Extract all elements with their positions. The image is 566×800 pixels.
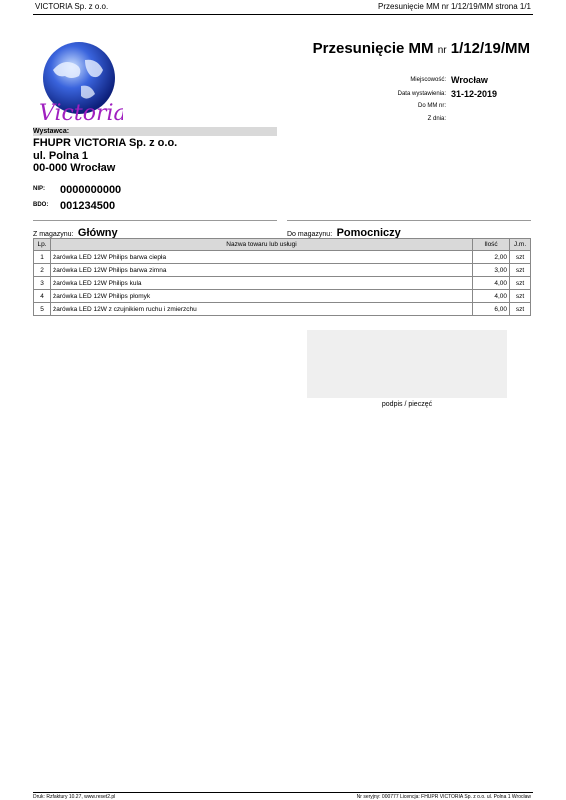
row-lp: 1 (34, 251, 51, 264)
bdo-value: 001234500 (60, 200, 116, 212)
footer-license: Nr seryjny: 000777 Licencja: FHUPR VICTORIA Sp. z o.o. ul. Polna 1 Wrocław (356, 794, 531, 800)
table-row (34, 303, 531, 316)
row-unit: szt (510, 277, 531, 290)
col-name: Nazwa towaru lub usługi (51, 239, 473, 251)
row-qty: 2,00 (473, 251, 510, 264)
row-unit: szt (510, 251, 531, 264)
divider (33, 220, 277, 221)
issuer-address (33, 137, 177, 175)
row-lp: 2 (34, 264, 51, 277)
from-day-label: Z dnia: (427, 116, 446, 122)
table-row (34, 251, 531, 264)
title-nr-label: nr (437, 45, 447, 56)
row-name: żarówka LED 12W Philips barwa ciepła (51, 251, 473, 264)
date-value: 31-12-2019 (451, 89, 498, 99)
place-label: Miejscowość: (410, 77, 446, 83)
col-lp: Lp. (34, 239, 51, 251)
col-qty: Ilość (473, 239, 510, 251)
col-unit: J.m. (510, 239, 531, 251)
row-name: żarówka LED 12W Philips płomyk (51, 290, 473, 303)
date-label: Data wystawienia: (397, 91, 446, 97)
items-table (33, 238, 531, 316)
row-unit: szt (510, 290, 531, 303)
bdo-label: BDO: (33, 202, 49, 208)
signature-label: podpis / pieczęć (381, 401, 433, 408)
nip-label: NIP: (33, 186, 45, 192)
row-lp: 5 (34, 303, 51, 316)
row-lp: 4 (34, 290, 51, 303)
company-logo (35, 40, 123, 128)
issuer-section-label: Wystawca: (33, 127, 277, 136)
table-row (34, 277, 531, 290)
row-qty: 6,00 (473, 303, 510, 316)
table-header-row (34, 239, 531, 251)
globe-logo-icon (35, 40, 123, 128)
row-unit: szt (510, 303, 531, 316)
table-row (34, 290, 531, 303)
row-name: żarówka LED 12W Philips barwa zimna (51, 264, 473, 277)
issuer-name: FHUPR VICTORIA Sp. z o.o. (33, 137, 178, 149)
to-warehouse-label: Do magazynu: (287, 231, 333, 238)
row-qty: 4,00 (473, 290, 510, 303)
header-doc-ref: Przesunięcie MM nr 1/12/19/MM strona 1/1 (378, 2, 531, 11)
divider (287, 220, 531, 221)
title-type: Przesunięcie MM (312, 40, 434, 57)
table-row (34, 264, 531, 277)
header-company: VICTORIA Sp. z o.o. (35, 2, 109, 11)
row-unit: szt (510, 264, 531, 277)
title-number: 1/12/19/MM (450, 40, 530, 57)
logo-wordmark: Victoria (39, 101, 123, 126)
footer-divider (33, 792, 533, 793)
row-qty: 4,00 (473, 277, 510, 290)
to-mm-label: Do MM nr: (417, 103, 446, 109)
page-header (33, 0, 533, 15)
footer-print-info: Druk: Rzfaktury 10.27, www.reset2.pl (33, 794, 116, 800)
row-name: żarówka LED 12W z czujnikiem ruchu i zmierzchu (51, 303, 473, 316)
to-warehouse-value: Pomocniczy (336, 227, 401, 239)
row-qty: 3,00 (473, 264, 510, 277)
document-title (313, 40, 530, 57)
row-lp: 3 (34, 277, 51, 290)
issuer-city: 00-000 Wrocław (33, 162, 116, 174)
signature-box (307, 330, 507, 398)
place-value: Wrocław (451, 75, 488, 85)
from-warehouse-value: Główny (77, 227, 118, 239)
nip-value: 0000000000 (60, 184, 122, 196)
issuer-street: ul. Polna 1 (33, 149, 89, 162)
from-warehouse-label: Z magazynu: (33, 231, 74, 238)
row-name: żarówka LED 12W Philips kula (51, 277, 473, 290)
